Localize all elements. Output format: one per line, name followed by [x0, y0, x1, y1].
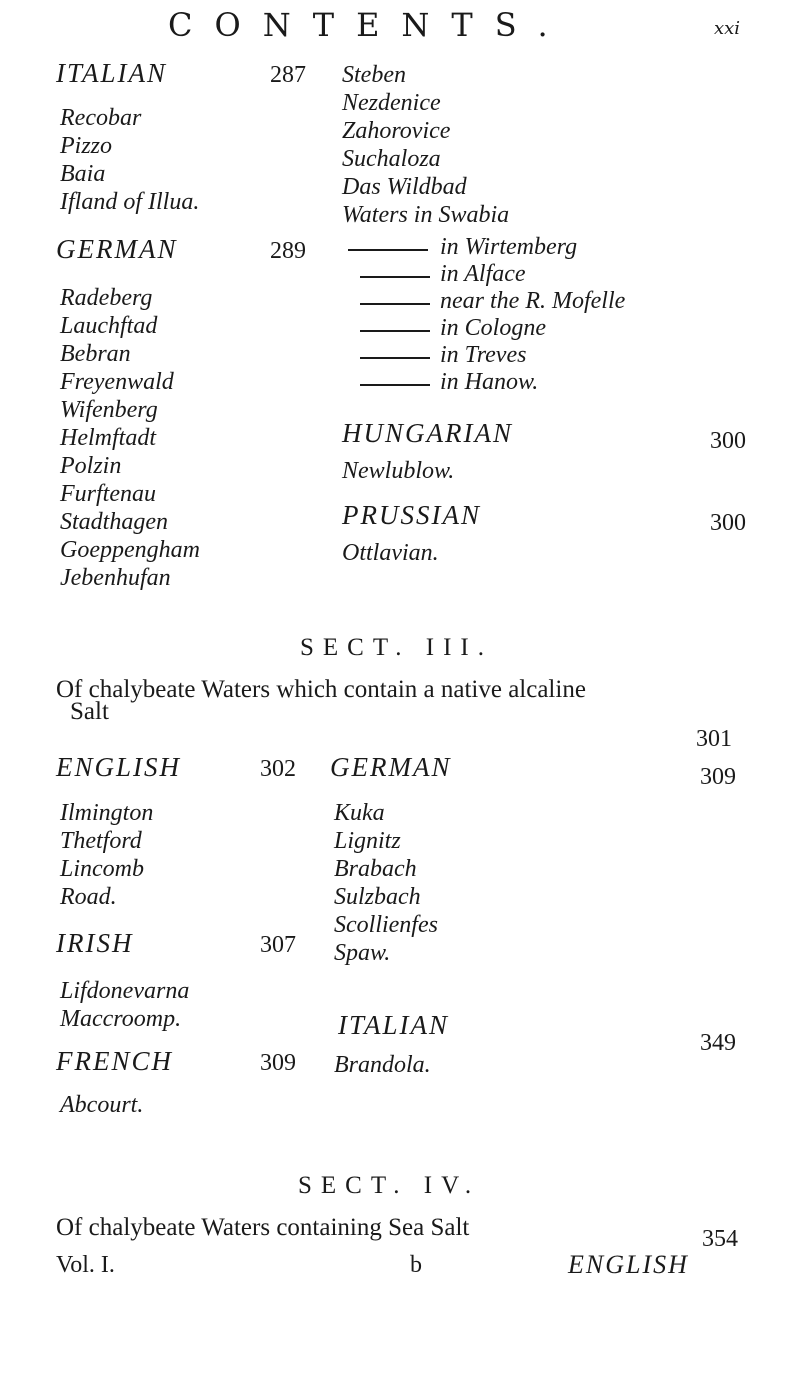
- volume-label: Vol. I.: [56, 1252, 115, 1278]
- list-item: in Hanow.: [440, 369, 539, 395]
- page-number: 300: [710, 428, 746, 454]
- list-item: Lincomb: [60, 856, 144, 882]
- heading-italian: ITALIAN: [56, 58, 168, 88]
- page-number: 302: [260, 756, 296, 782]
- list-item: Spaw.: [334, 940, 391, 966]
- section-title: SECT. IV.: [298, 1172, 481, 1199]
- list-item: Helmftadt: [60, 425, 156, 451]
- ditto-dash: [360, 357, 430, 359]
- heading-prussian: PRUSSIAN: [342, 500, 481, 530]
- section-title: SECT. III.: [300, 634, 493, 661]
- list-item: in Treves: [440, 342, 527, 368]
- heading-english: ENGLISH: [56, 752, 182, 782]
- list-item: Polzin: [60, 453, 122, 479]
- folio-number: xxi: [714, 18, 741, 39]
- list-item: Baia: [60, 161, 106, 187]
- list-item: Das Wildbad: [342, 174, 467, 200]
- ditto-dash: [348, 249, 428, 251]
- section-description: Of chalybeate Waters containing Sea Salt: [56, 1214, 470, 1241]
- list-item: Kuka: [334, 800, 385, 826]
- heading-irish: IRISH: [56, 928, 134, 958]
- list-item: Goeppengham: [60, 537, 200, 563]
- heading-german: GERMAN: [56, 234, 178, 264]
- list-item: Jebenhufan: [60, 565, 171, 591]
- list-item: Ottlavian.: [342, 540, 439, 566]
- list-item: Sulzbach: [334, 884, 421, 910]
- list-item: Ilmington: [60, 800, 154, 826]
- list-item: Waters in Swabia: [342, 202, 510, 228]
- list-item: Furftenau: [60, 481, 156, 507]
- ditto-dash: [360, 303, 430, 305]
- section-description-cont: Salt: [70, 698, 109, 725]
- list-item: Lignitz: [334, 828, 401, 854]
- list-item: Radeberg: [60, 285, 153, 311]
- list-item: Zahorovice: [342, 118, 451, 144]
- page-number: 301: [696, 726, 732, 752]
- page-number: 287: [270, 62, 306, 88]
- list-item: Abcourt.: [60, 1092, 144, 1118]
- list-item: Bebran: [60, 341, 131, 367]
- ditto-dash: [360, 384, 430, 386]
- list-item: Thetford: [60, 828, 142, 854]
- list-item: Road.: [60, 884, 117, 910]
- page-number: 309: [260, 1050, 296, 1076]
- list-item: Ifland of Illua.: [60, 189, 200, 215]
- page-number: 300: [710, 510, 746, 536]
- page-number: 349: [700, 1030, 736, 1056]
- list-item: in Cologne: [440, 315, 546, 341]
- section-description: Of chalybeate Waters which contain a native alcaline: [56, 676, 586, 703]
- page-title: CONTENTS.: [168, 6, 570, 44]
- page-number: 309: [700, 764, 736, 790]
- list-item: Maccroomp.: [60, 1006, 182, 1032]
- list-item: Wifenberg: [60, 397, 158, 423]
- list-item: near the R. Mofelle: [440, 288, 626, 314]
- list-item: Scollienfes: [334, 912, 438, 938]
- page-number: 289: [270, 238, 306, 264]
- catchword: ENGLISH: [568, 1250, 689, 1279]
- list-item: Lifdonevarna: [60, 978, 190, 1004]
- ditto-dash: [360, 330, 430, 332]
- list-item: Nezdenice: [342, 90, 441, 116]
- list-item: Stadthagen: [60, 509, 168, 535]
- list-item: Newlublow.: [342, 458, 455, 484]
- list-item: Pizzo: [60, 133, 113, 159]
- heading-italian: ITALIAN: [338, 1010, 450, 1040]
- page-number: 307: [260, 932, 296, 958]
- heading-hungarian: HUNGARIAN: [342, 418, 513, 448]
- list-item: Brabach: [334, 856, 417, 882]
- signature-mark: b: [410, 1252, 422, 1278]
- list-item: Suchaloza: [342, 146, 441, 172]
- heading-french: FRENCH: [56, 1046, 173, 1076]
- list-item: Steben: [342, 62, 406, 88]
- list-item: Recobar: [60, 105, 142, 131]
- ditto-dash: [360, 276, 430, 278]
- page-number: 354: [702, 1226, 738, 1252]
- heading-german: GERMAN: [330, 752, 452, 782]
- list-item: Lauchftad: [60, 313, 158, 339]
- list-item: Brandola.: [334, 1052, 431, 1078]
- list-item: in Wirtemberg: [440, 234, 578, 260]
- list-item: Freyenwald: [60, 369, 174, 395]
- list-item: in Alface: [440, 261, 526, 287]
